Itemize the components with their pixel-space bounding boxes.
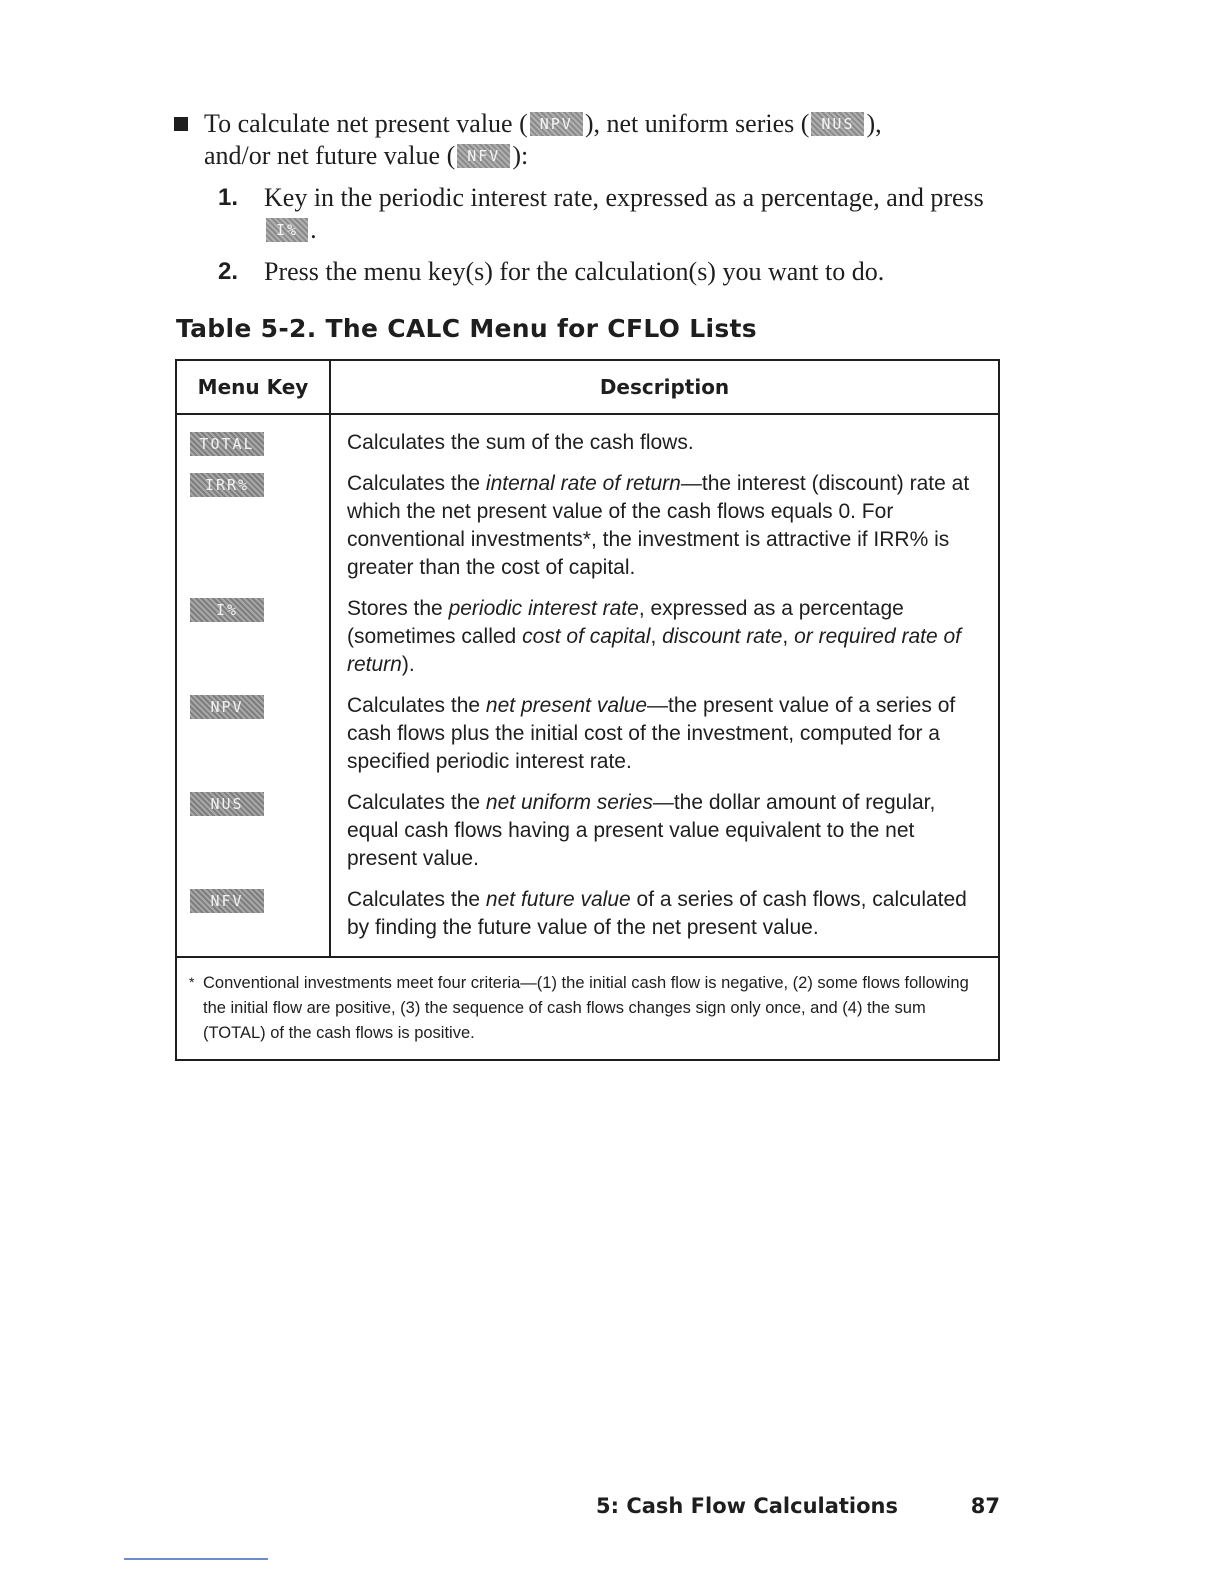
nfv-key: NFV — [457, 144, 510, 168]
footnote-text: Conventional investments meet four criteria—(1) the initial cash flow is negative, (2) some flows following the initial flow are positive, (3) the sequence of cash flows changes sign only once, and (4) the sum (TOTAL) of the cash flows is positive. — [203, 974, 969, 1042]
header-menu-key: Menu Key — [176, 360, 330, 414]
bullet-lead-text: To calculate net present value ( — [204, 109, 528, 138]
step-number: 2. — [218, 258, 239, 285]
bullet-text — [204, 108, 1004, 172]
steps-list — [218, 182, 1004, 288]
row-description: Calculates the net future value of a series of cash flows, calculated by finding the future value of the net present value. — [347, 888, 967, 939]
total-key: TOTAL — [190, 432, 264, 456]
step-1 — [218, 182, 1004, 246]
calc-menu-table — [175, 359, 1000, 1061]
row-description: Calculates the net uniform series—the dollar amount of regular, equal cash flows having a present value equivalent to the net present value. — [347, 791, 936, 870]
bullet-mid-text: ), net uniform series ( — [584, 109, 810, 138]
step-text: Press the menu key(s) for the calculation(s) you want to do. — [264, 257, 885, 286]
footnote-row — [176, 957, 999, 1060]
chapter-title: 5: Cash Flow Calculations — [596, 1494, 899, 1518]
step-number: 1. — [218, 184, 239, 211]
table-row — [176, 886, 999, 957]
table-title: Table 5-2. The CALC Menu for CFLO Lists — [176, 314, 757, 343]
table-row — [176, 414, 999, 470]
intro-bullet — [174, 108, 1004, 298]
i-percent-key: I% — [266, 218, 308, 242]
step-2 — [218, 256, 1004, 288]
table-row — [176, 595, 999, 692]
row-description: Stores the periodic interest rate, expressed as a percentage (sometimes called cost of capital, discount rate, or required rate of return). — [347, 597, 961, 676]
npv-key: NPV — [530, 112, 583, 136]
page-footer — [596, 1494, 1002, 1518]
page-number: 87 — [970, 1494, 1000, 1518]
irr-percent-key: IRR% — [190, 473, 264, 497]
nus-key: NUS — [811, 112, 864, 136]
step-text: Key in the periodic interest rate, expressed as a percentage, and press — [264, 183, 984, 212]
row-description: Calculates the internal rate of return—the interest (discount) rate at which the net present value of the cash flows equals 0. For conventional investments*, the investment is attractive if IRR% is greater than the cost of capital. — [347, 472, 970, 579]
scan-edge-line — [124, 1558, 268, 1560]
bullet-line2-text: and/or net future value ( — [204, 141, 456, 170]
npv-key: NPV — [190, 695, 264, 719]
nus-key: NUS — [190, 792, 264, 816]
nfv-key: NFV — [190, 889, 264, 913]
row-description: Calculates the net present value—the present value of a series of cash flows plus the initial cost of the investment, computed for a specified periodic interest rate. — [347, 694, 956, 773]
table-header-row — [176, 360, 999, 414]
i-percent-key: I% — [190, 598, 264, 622]
table-row — [176, 470, 999, 595]
row-description: Calculates the sum of the cash flows. — [347, 431, 694, 454]
footnote-marker: * — [189, 974, 195, 990]
bullet-square-icon — [174, 117, 188, 131]
table-row — [176, 692, 999, 789]
bullet-mid2-text: ), — [866, 109, 882, 138]
header-description: Description — [330, 360, 999, 414]
footnote — [176, 957, 999, 1060]
step-end: . — [310, 215, 317, 244]
bullet-end-text: ): — [512, 141, 529, 170]
table-row — [176, 789, 999, 886]
